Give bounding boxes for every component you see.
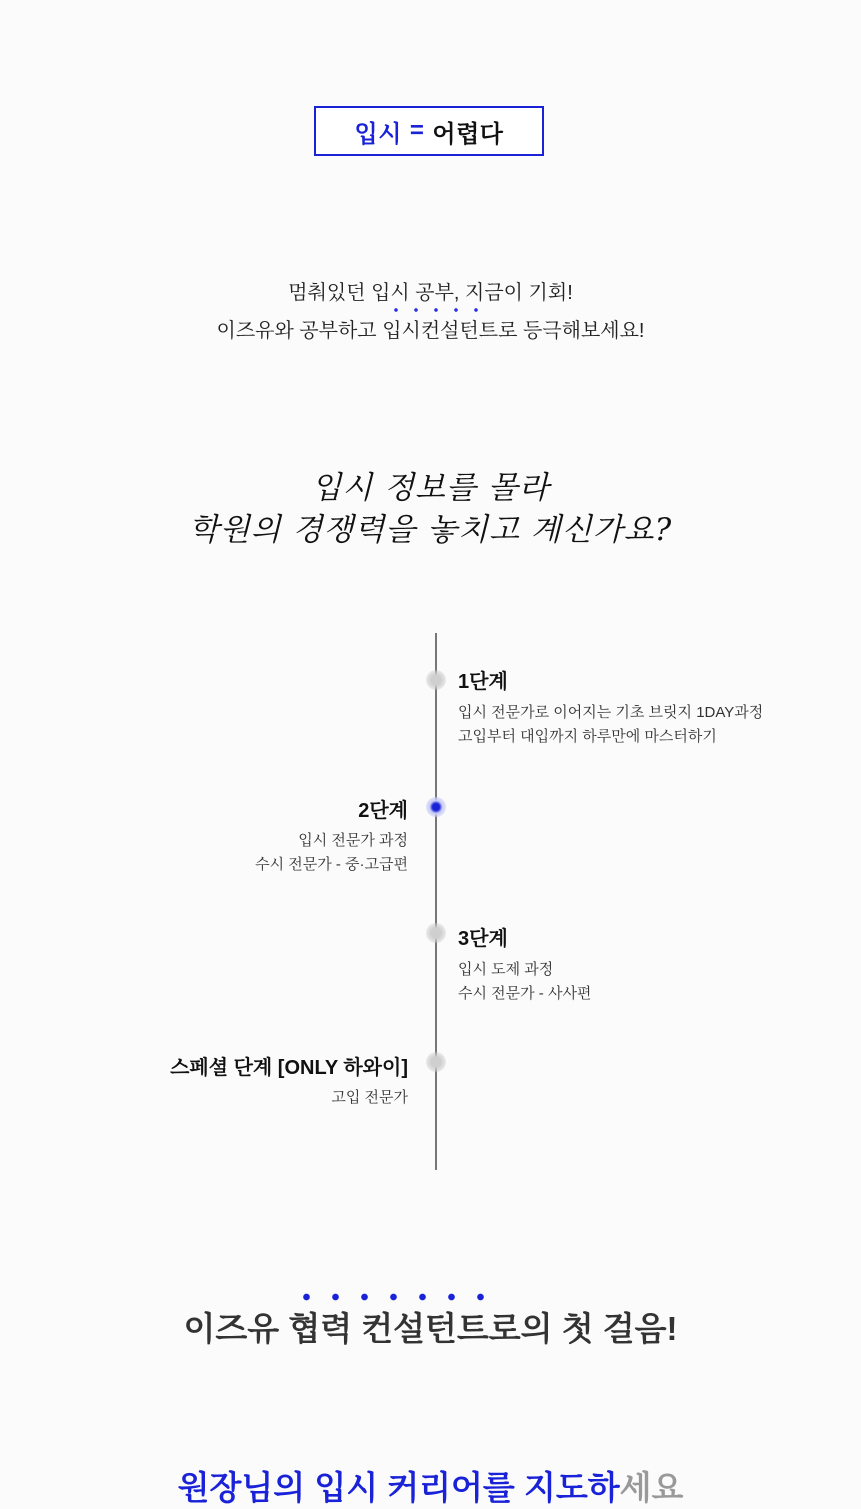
step-special-title: 스페셜 단계 [ONLY 하와이] xyxy=(170,1057,408,1079)
badge-left-text: 입시 xyxy=(354,120,402,148)
step-3-title: 3단계 xyxy=(458,928,508,950)
timeline-node-1 xyxy=(426,670,446,690)
first-step-heading xyxy=(0,1303,861,1350)
step-special-desc xyxy=(331,1086,408,1110)
step-2-desc-line-1: 입시 전문가 과정 xyxy=(298,832,408,849)
intro-line-2-pre: 이즈유와 공부하고 xyxy=(216,320,383,342)
handwritten-line-2: 학원의 경쟁력을 놓치고 계신가요? xyxy=(188,512,673,548)
intro-line-2 xyxy=(0,312,861,350)
bottom-heading-grey: 세요 xyxy=(619,1469,684,1506)
timeline-node-2-active xyxy=(426,797,446,817)
step-3-desc-line-2: 수시 전문가 - 사사편 xyxy=(458,985,592,1002)
step-2-desc xyxy=(255,829,408,877)
step-3-desc-line-1: 입시 도제 과정 xyxy=(458,961,554,978)
first-step-pre: 이즈유 xyxy=(183,1310,289,1347)
timeline-line xyxy=(435,633,437,1170)
handwritten-line-1: 입시 정보를 몰라 xyxy=(311,470,550,506)
badge-equals: = xyxy=(409,117,425,144)
bottom-heading-blue: 원장님의 입시 커리어를 지도하 xyxy=(177,1469,620,1506)
step-2-title: 2단계 xyxy=(358,800,408,822)
timeline-node-3 xyxy=(426,923,446,943)
step-1-desc xyxy=(458,701,763,749)
header-badge xyxy=(314,106,544,156)
badge-right-text: 어렵다 xyxy=(432,120,504,148)
step-1-desc-line-1: 입시 전문가로 이어지는 기초 브릿지 1DAY과정 xyxy=(458,704,764,721)
step-1-desc-line-2: 고입부터 대입까지 하루만에 마스터하기 xyxy=(458,728,717,745)
first-step-post: 로의 첫 걸음! xyxy=(488,1310,678,1347)
intro-line-2-post: 로 등극해보세요! xyxy=(498,320,645,342)
bottom-heading xyxy=(0,1462,861,1509)
intro-line-1: 멈춰있던 입시 공부, 지금이 기회! xyxy=(288,282,573,304)
step-1-title: 1단계 xyxy=(458,671,508,693)
first-step-dotted: 협력 컨설턴트 xyxy=(288,1303,488,1350)
step-special-desc-line-1: 고입 전문가 xyxy=(331,1089,408,1106)
timeline-node-special xyxy=(426,1052,446,1072)
step-3-desc xyxy=(458,958,591,1006)
step-2-desc-line-2: 수시 전문가 - 중·고급편 xyxy=(255,856,408,873)
intro-emphasis-dotted: 입시컨설턴트 xyxy=(382,312,498,350)
